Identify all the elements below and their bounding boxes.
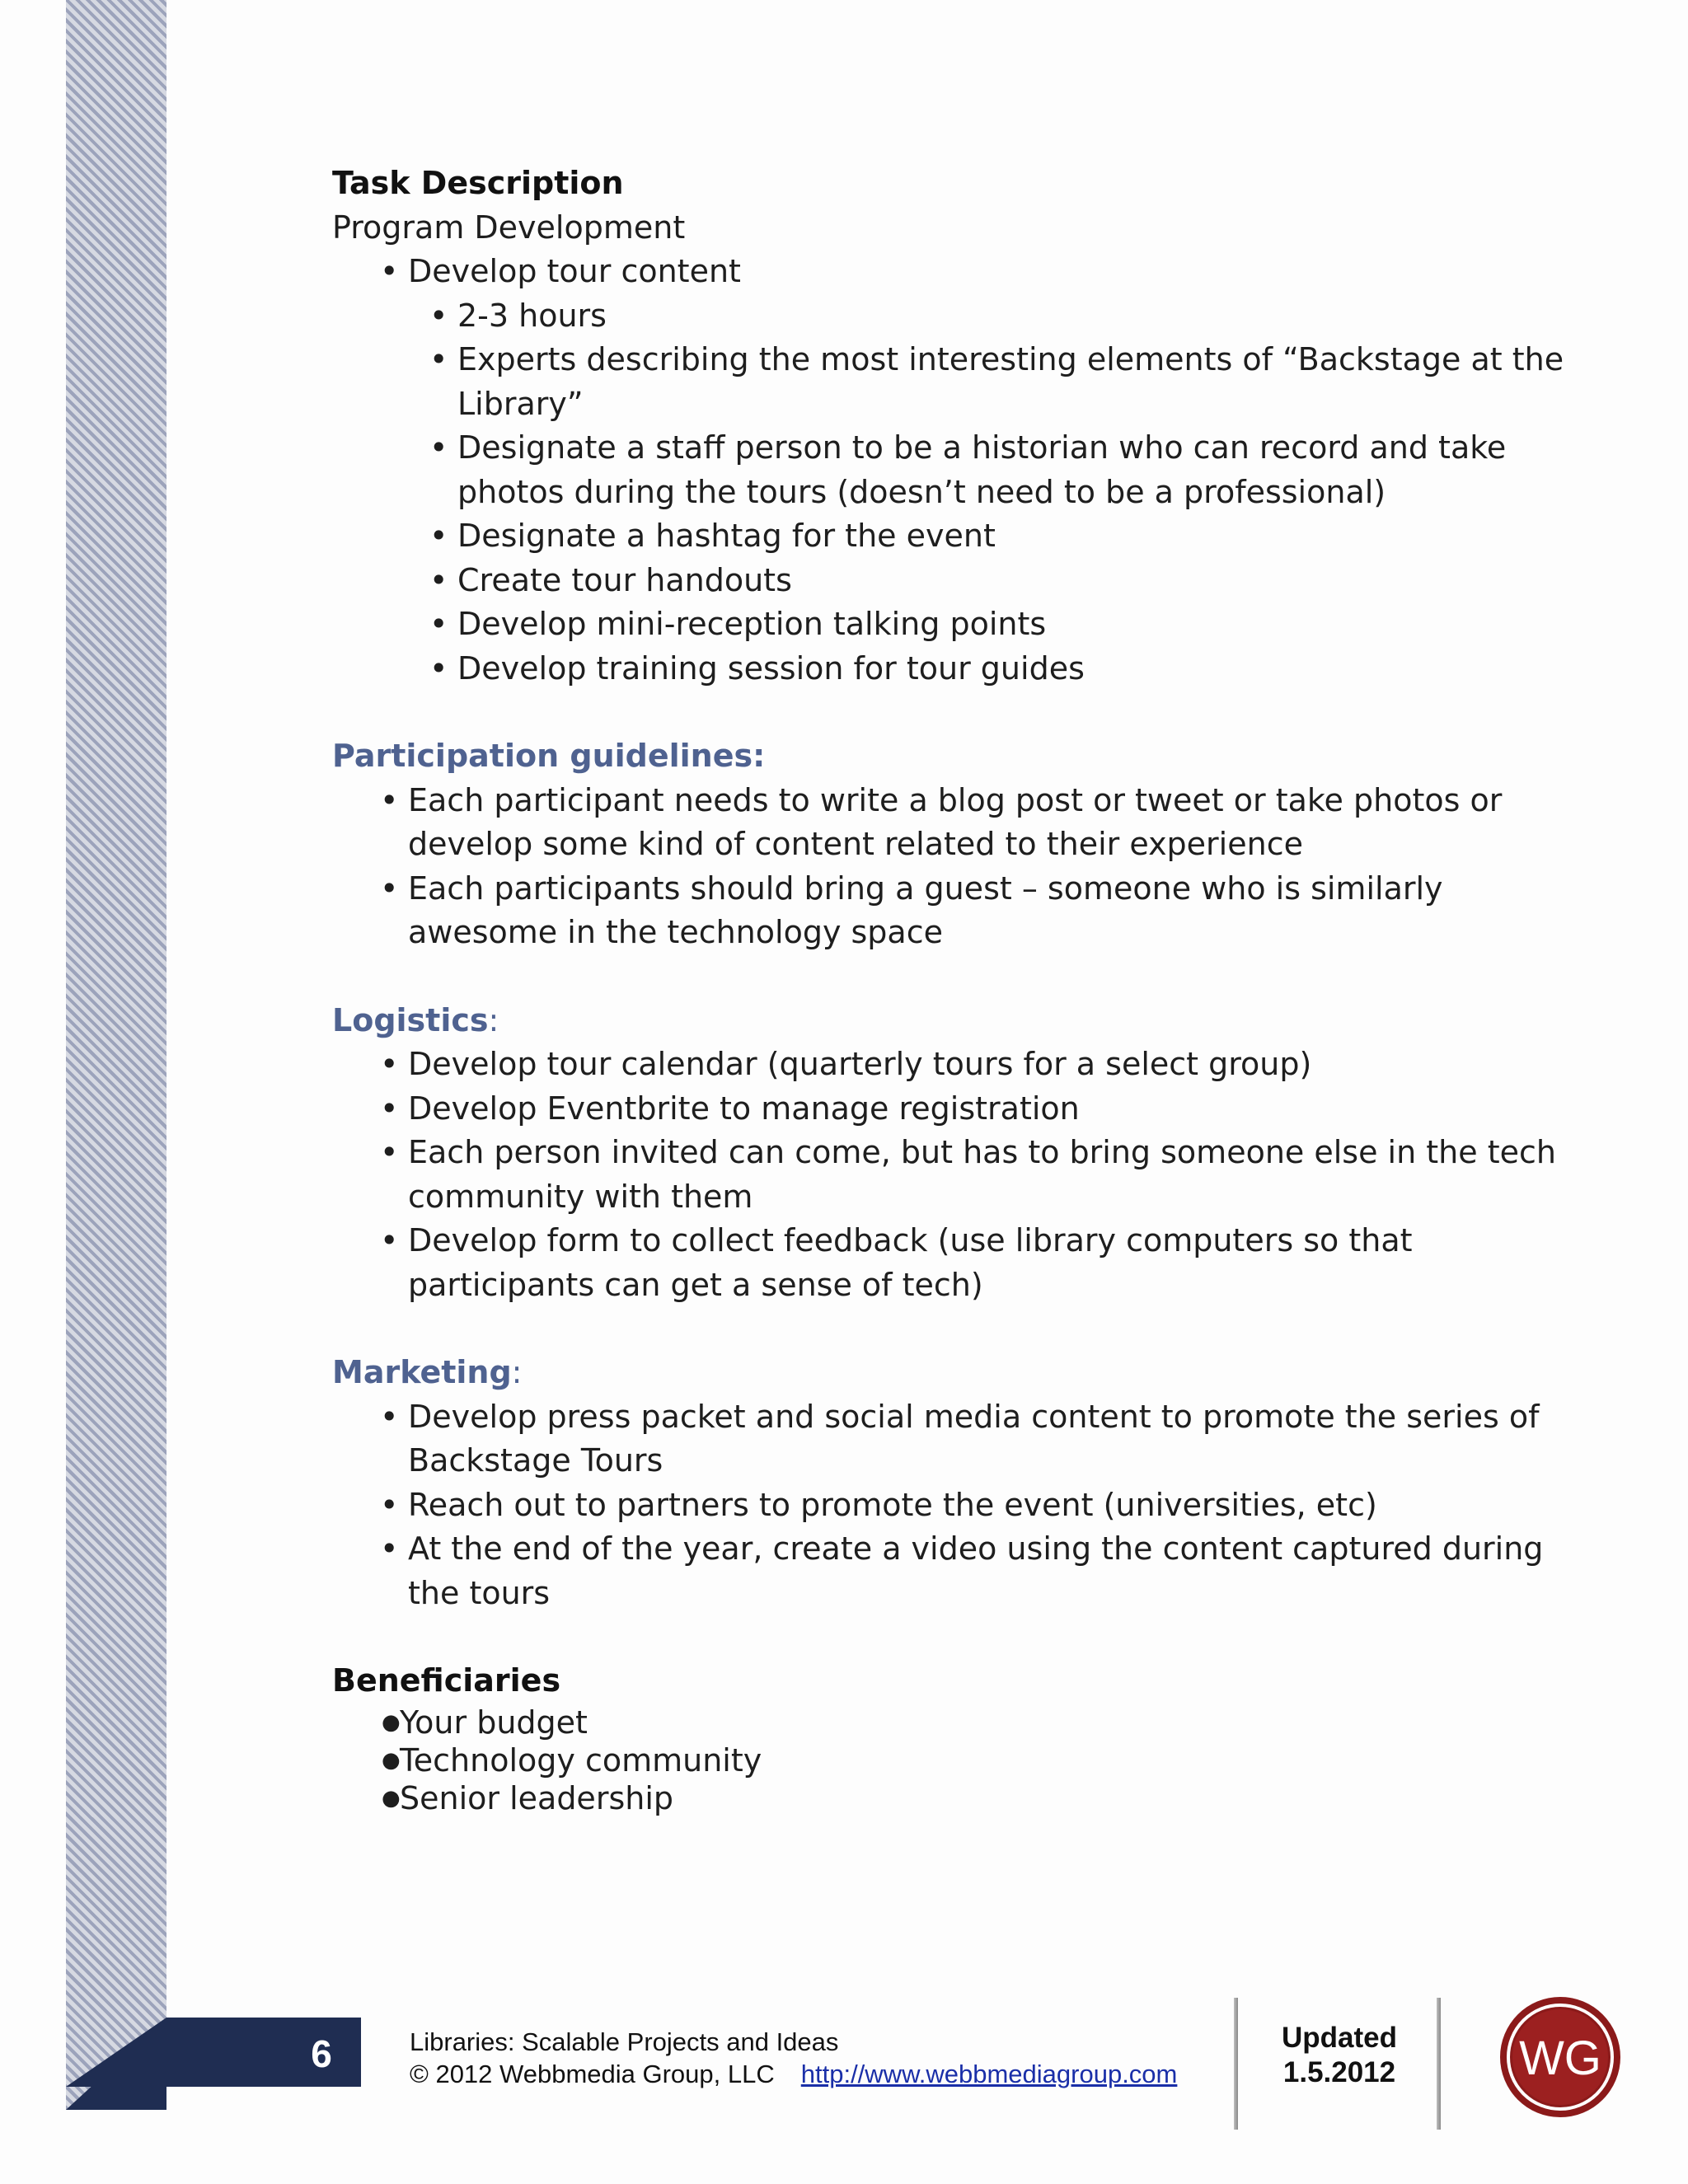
marketing-heading-colon: : (511, 1354, 523, 1390)
list-item: • Develop Eventbrite to manage registration (332, 1087, 1585, 1132)
document-body (332, 162, 1585, 1817)
beneficiaries-heading: Beneficiaries (332, 1662, 561, 1699)
list-item: • Develop form to collect feedback (use library computers so that participants can get a sense of tech) (332, 1219, 1585, 1307)
list-item-text: Develop tour content (408, 253, 741, 289)
list-item: • 2-3 hours (332, 294, 1585, 339)
list-item: • Develop press packet and social media content to promote the series of Backstage Tours (332, 1395, 1585, 1483)
list-item (332, 250, 1585, 691)
task-list (332, 250, 1585, 691)
footer-title: Libraries: Scalable Projects and Ideas (410, 2027, 839, 2056)
footer-divider (1234, 1998, 1238, 2130)
list-item: • Designate a hashtag for the event (332, 514, 1585, 559)
list-item: ● Senior leadership (332, 1779, 1585, 1817)
program-development-subheading: Program Development (332, 209, 686, 246)
list-item: • Designate a staff person to be a historian who can record and take photos during the tours (doesn’t need to be a professional) (332, 426, 1585, 514)
logistics-heading-colon: : (488, 1001, 499, 1038)
updated-label: Updated (1282, 2022, 1397, 2054)
page-number: 6 (311, 2032, 332, 2075)
marketing-heading (332, 1351, 1585, 1395)
list-item: • Develop mini-reception talking points (332, 602, 1585, 647)
task-sublist (408, 294, 1585, 691)
logo-text: WG (1519, 2032, 1601, 2085)
marketing-list (332, 1395, 1585, 1616)
list-item: • Each person invited can come, but has to bring someone else in the tech community with them (332, 1131, 1585, 1219)
side-stripe-decoration (66, 0, 166, 2110)
participation-list (332, 779, 1585, 955)
list-item: • Each participants should bring a guest – someone who is similarly awesome in the technology space (332, 867, 1585, 955)
list-item: ● Your budget (332, 1704, 1585, 1741)
footer-copyright-line (410, 2058, 1177, 2090)
marketing-heading-text: Marketing (332, 1354, 512, 1390)
webbmedia-logo (1498, 1995, 1622, 2119)
list-item: ● Technology community (332, 1741, 1585, 1779)
list-item: • Develop training session for tour guides (332, 647, 1585, 691)
list-item: • At the end of the year, create a video using the content captured during the tours (332, 1527, 1585, 1615)
updated-block (1253, 2021, 1426, 2090)
list-item: • Reach out to partners to promote the event (universities, etc) (332, 1483, 1585, 1528)
beneficiaries-list (332, 1704, 1585, 1817)
footer-divider (1437, 1998, 1441, 2130)
logistics-heading (332, 999, 1585, 1043)
list-item: • Experts describing the most interesting elements of “Backstage at the Library” (332, 338, 1585, 426)
participation-guidelines-heading: Participation guidelines: (332, 738, 766, 774)
updated-date: 1.5.2012 (1282, 2056, 1396, 2088)
logistics-list (332, 1043, 1585, 1307)
footer-website-link[interactable]: http://www.webbmediagroup.com (800, 2060, 1178, 2088)
list-item: • Each participant needs to write a blog post or tweet or take photos or develop some kind of content related to their experience (332, 779, 1585, 867)
list-item: • Develop tour calendar (quarterly tours for a select group) (332, 1043, 1585, 1087)
list-item: • Create tour handouts (332, 559, 1585, 603)
task-description-heading: Task Description (332, 165, 624, 201)
footer-copyright: © 2012 Webbmedia Group, LLC (410, 2060, 775, 2088)
footer-text (410, 2026, 1177, 2090)
logistics-heading-text: Logistics (332, 1001, 489, 1038)
